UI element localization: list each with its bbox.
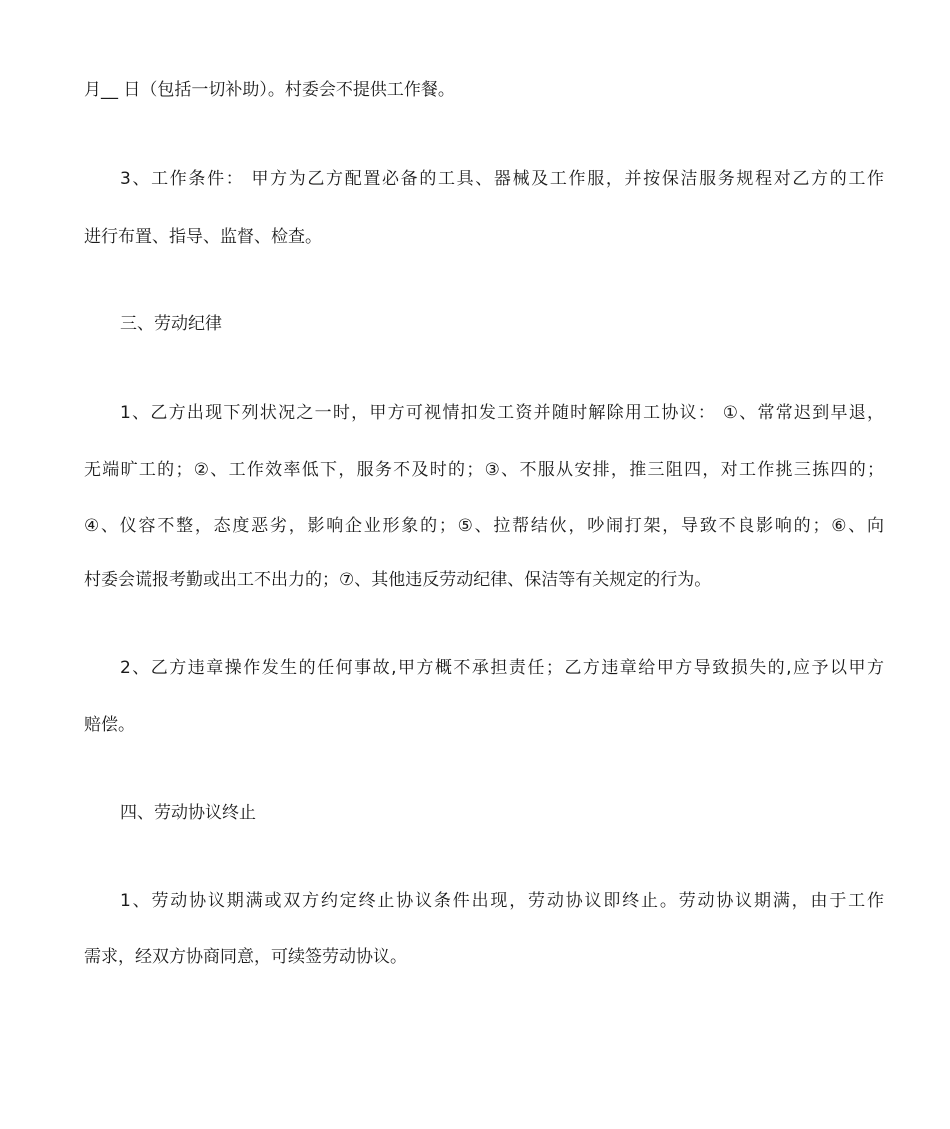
text-line-discipline-4: 村委会谎报考勤或出工不出力的；⑦、其他违反劳动纪律、保洁等有关规定的行为。 (84, 570, 712, 590)
text-line-discipline-3: ④、仪容不整，态度恶劣，影响企业形象的；⑤、拉帮结伙，吵闹打架，导致不良影响的；⑥、向 (84, 516, 884, 536)
section-heading-labor-discipline: 三、劳动纪律 (120, 314, 222, 334)
text-line-discipline-2: 无端旷工的；②、工作效率低下，服务不及时的；③、不服从安排，推三阻四，对工作挑三拣四的； (84, 460, 884, 480)
section-heading-termination: 四、劳动协议终止 (120, 803, 256, 823)
text-line-violation-1: 2、乙方违章操作发生的任何事故,甲方概不承担责任；乙方违章给甲方导致损失的,应予以甲方 (120, 658, 884, 678)
text-line-termination-1: 1、劳动协议期满或双方约定终止协议条件出现，劳动协议即终止。劳动协议期满，由于工作 (120, 891, 884, 911)
text-line-violation-2: 赔偿。 (84, 715, 135, 735)
text-line-termination-2: 需求，经双方协商同意，可续签劳动协议。 (84, 947, 407, 967)
text-line-work-conditions-cont: 进行布置、指导、监督、检查。 (84, 227, 322, 247)
text-line-wage-end: 月__ 日（包括一切补助）。村委会不提供工作餐。 (84, 80, 455, 100)
text-line-work-conditions: 3、工作条件： 甲方为乙方配置必备的工具、器械及工作服，并按保洁服务规程对乙方的工作 (120, 169, 884, 189)
text-line-discipline-1: 1、乙方出现下列状况之一时，甲方可视情扣发工资并随时解除用工协议： ①、常常迟到早退， (120, 403, 884, 423)
